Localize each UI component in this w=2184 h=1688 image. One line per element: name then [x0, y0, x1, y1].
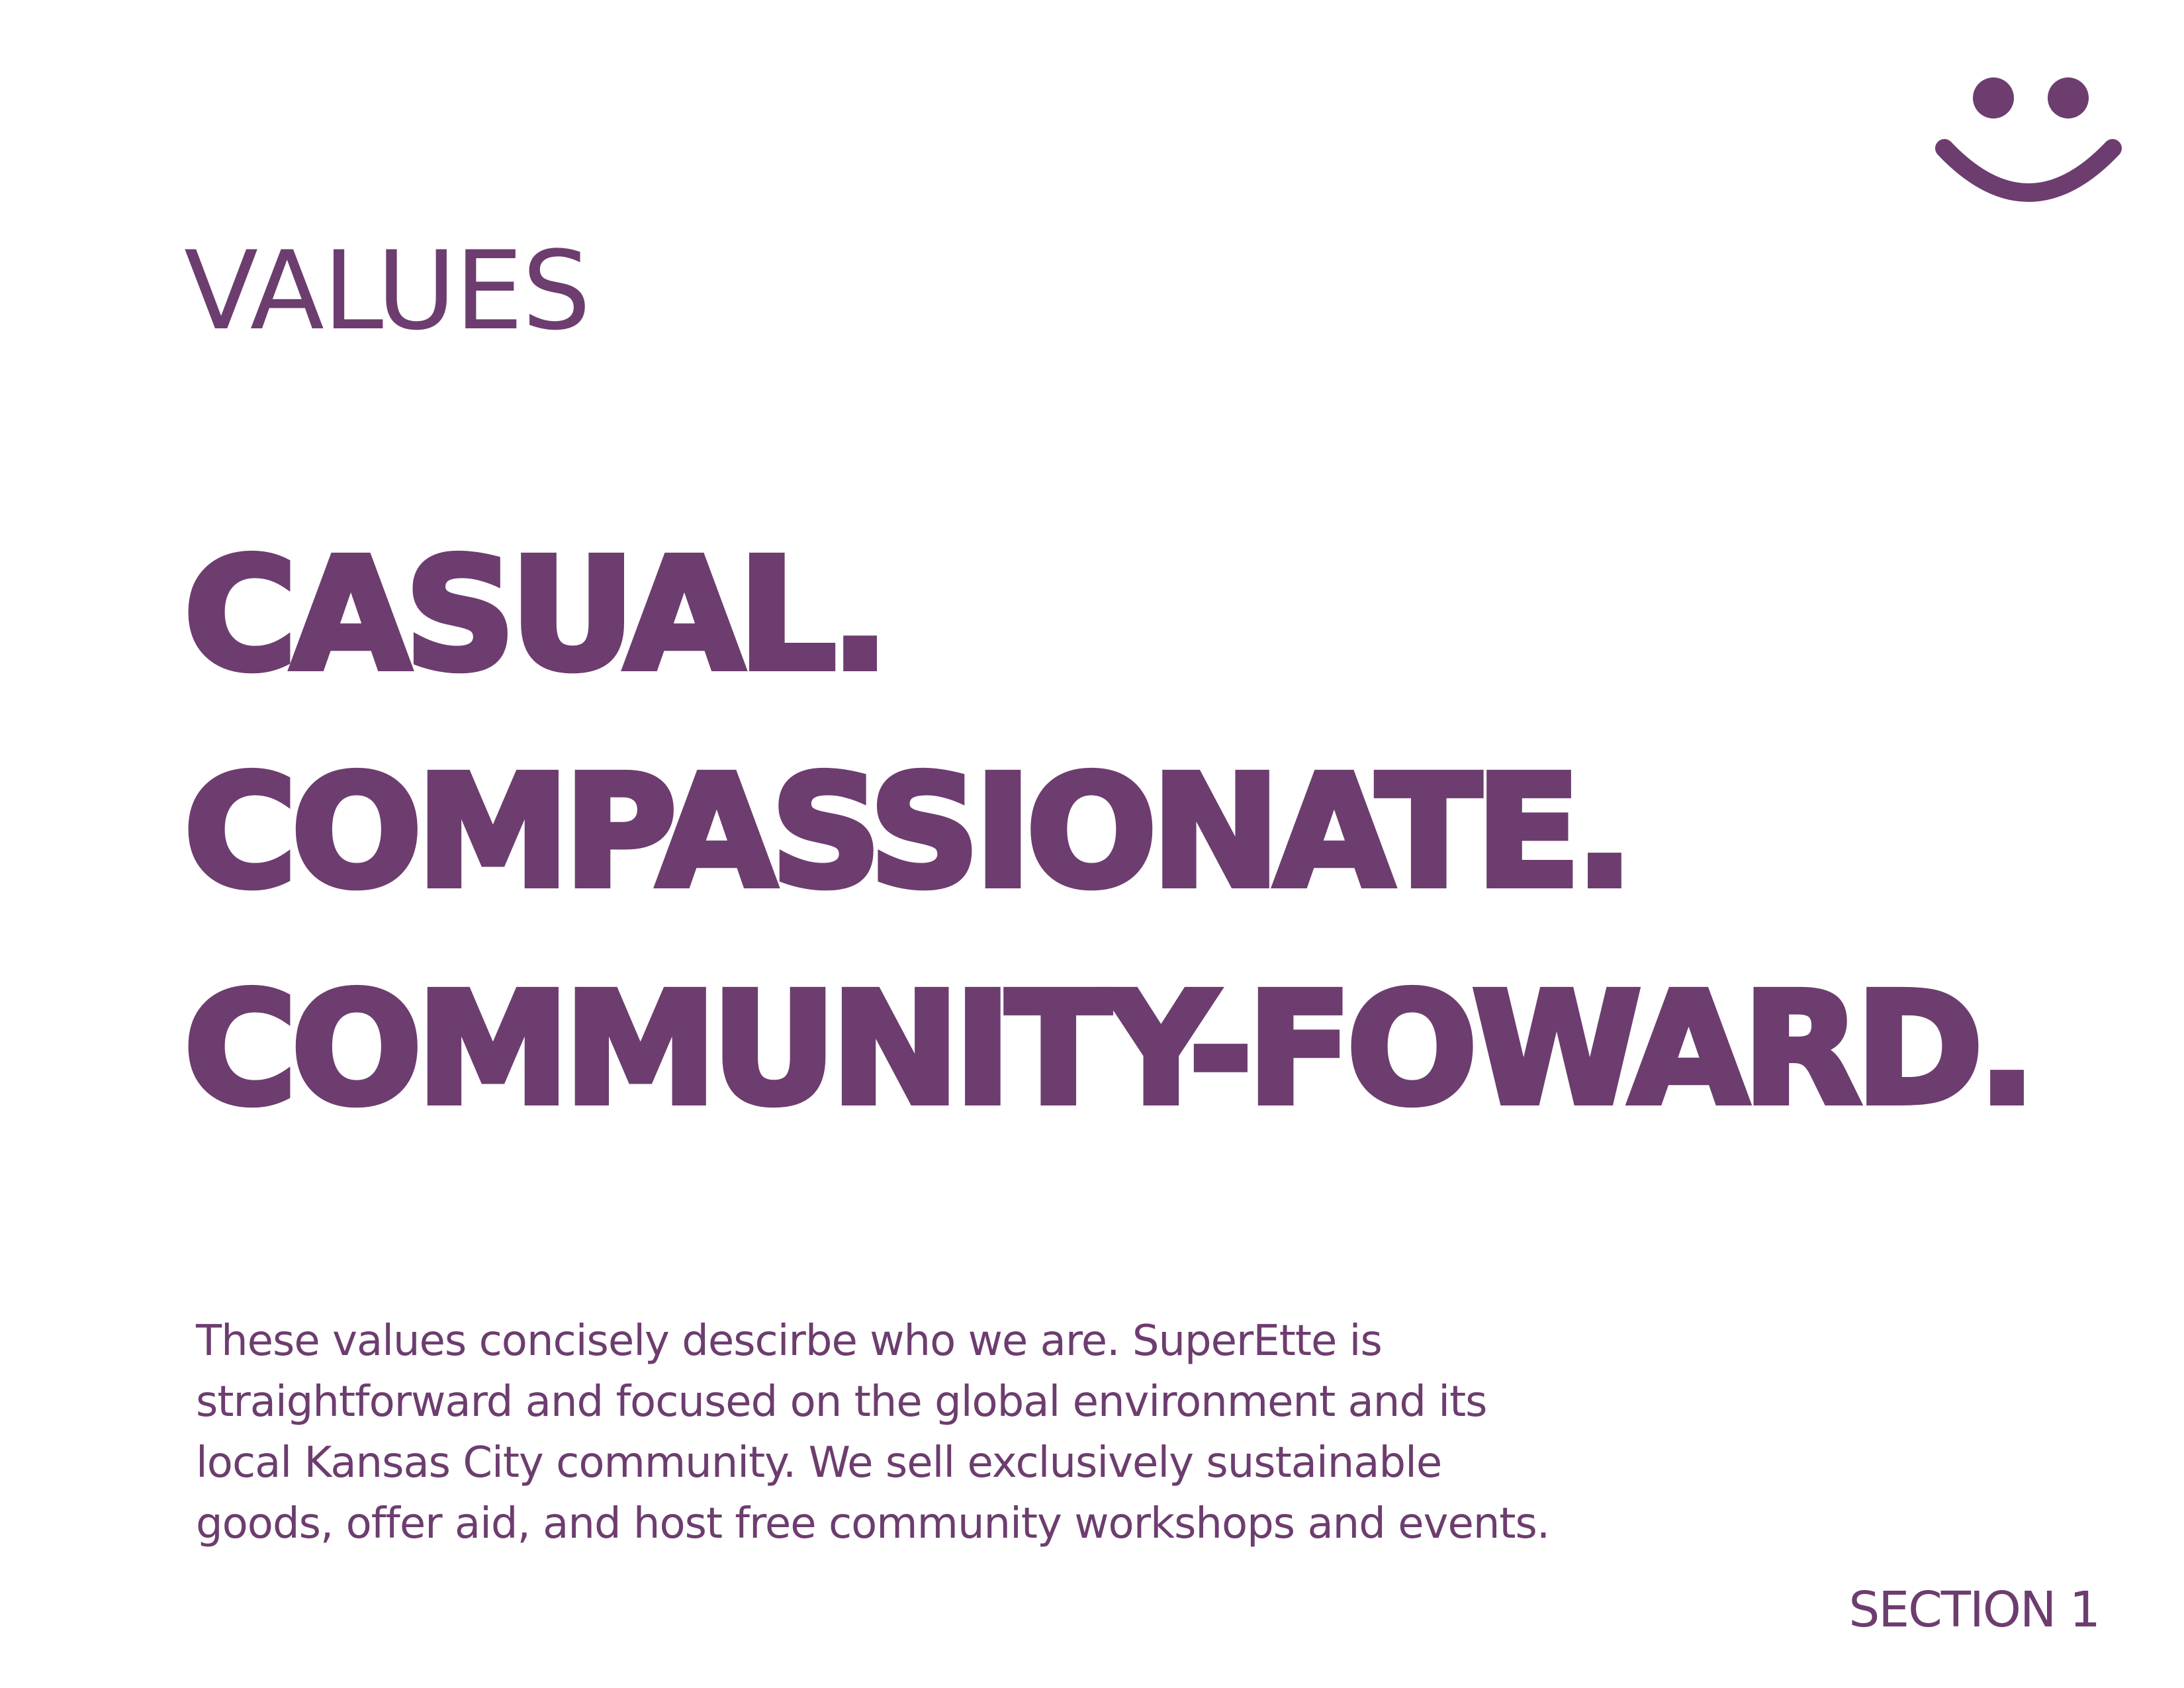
values-description: These values concisely descirbe who we are. SuperEtte is straightforward and focused on the global environment and its local Kansas City community. We sell exclusively sustainable goods, offer aid, and host free community workshops and events. [196, 1317, 1550, 1548]
smiley-logo-icon [1933, 73, 2124, 215]
page-heading: VALUES [184, 228, 590, 354]
value-casual: CASUAL. [184, 526, 884, 704]
value-community-forward: COMMUNITY-FOWARD. [184, 960, 2031, 1139]
values-list [184, 506, 2031, 1158]
value-compassionate: COMPASSIONATE. [184, 743, 1629, 921]
section-label: SECTION 1 [1848, 1581, 2099, 1638]
